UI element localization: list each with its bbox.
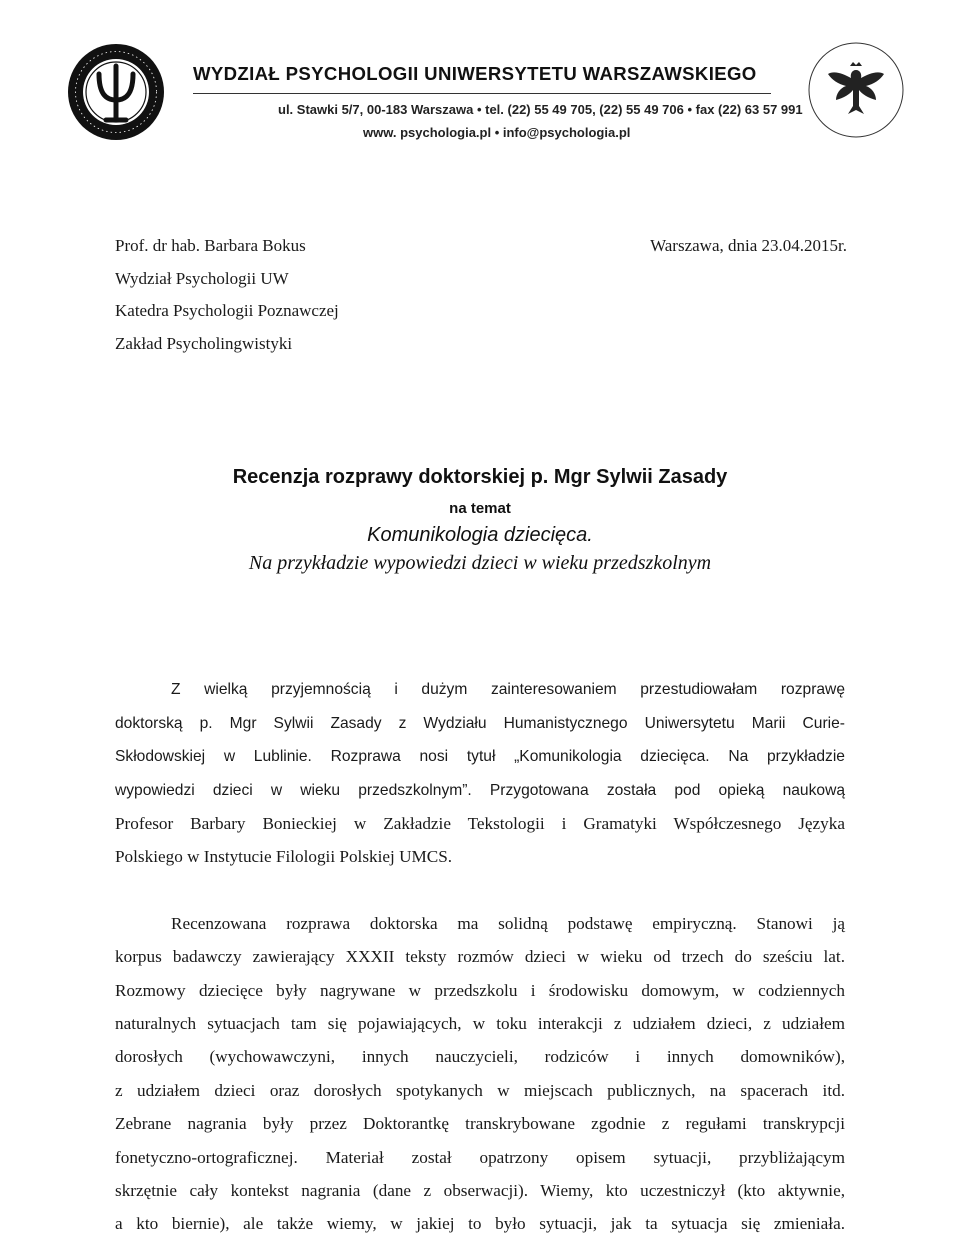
body-line: doktorską p. Mgr Sylwii Zasady z Wydziału Humanistycznego Uniwersytetu Marii Curie-: [115, 715, 845, 732]
body-line: Skłodowskiej w Lublinie. Rozprawa nosi tytuł „Komunikologia dziecięca. Na przykładzie: [115, 748, 845, 765]
body-line: Rozmowy dziecięce były nagrywane w przedszkolu i środowisku domowym, w codziennych: [115, 981, 845, 1000]
thesis-topic-line1: Komunikologia dziecięca.: [367, 524, 593, 546]
body-line: naturalnych sytuacjach tam się pojawiających, w toku interakcji z udziałem dzieci, z udziałem: [115, 1014, 845, 1033]
faculty-contact: www. psychologia.pl • info@psychologia.pl: [363, 125, 631, 140]
body-line: z udziałem dzieci oraz dorosłych spotykanych w miejscach publicznych, na spacerach itd.: [115, 1081, 845, 1100]
body-line: Polskiego w Instytucie Filologii Polskiej UMCS.: [115, 847, 453, 866]
body-line: Recenzowana rozprawa doktorska ma solidną podstawę empiryczną. Stanowi ją: [171, 914, 845, 933]
review-subtitle: na temat: [449, 500, 511, 517]
sender-unit: Zakład Psycholingwistyki: [115, 333, 293, 353]
body-line: Zebrane nagrania były przez Doktorantkę transkrybowane zgodnie z regułami transkrypcji: [115, 1114, 845, 1133]
sender-department: Katedra Psychologii Poznawczej: [115, 301, 339, 320]
sender-name: Prof. dr hab. Barbara Bokus: [115, 236, 306, 255]
place-date: Warszawa, dnia 23.04.2015r.: [650, 236, 847, 255]
university-eagle-logo: [806, 40, 906, 140]
sender-faculty: Wydział Psychologii UW: [115, 268, 289, 288]
body-line: wypowiedzi dzieci w wieku przedszkolnym”. Przygotowana została pod opieką naukową: [115, 782, 845, 799]
letterhead-rule: [193, 93, 771, 94]
sender-block: [115, 230, 339, 360]
body-line: fonetyczno-ortograficznej. Materiał został opatrzony opisem sytuacji, przybliżającym: [115, 1148, 845, 1167]
body-line: skrzętnie cały kontekst nagrania (dane z obserwacji). Wiemy, kto uczestniczył (kto aktywnie,: [115, 1181, 845, 1200]
faculty-psi-logo: [66, 42, 166, 142]
body-line: Profesor Barbary Bonieckiej w Zakładzie Tekstologii i Gramatyki Współczesnego Języka: [115, 814, 845, 833]
body-line: dorosłych (wychowawczyni, innych nauczycieli, rodziców i innych domowników),: [115, 1047, 845, 1066]
body-line: a kto biernie), ale także wiemy, w jakiej to było sytuacji, jak ta sytuacja się zmieniała.: [115, 1214, 845, 1233]
thesis-topic-line2: Na przykładzie wypowiedzi dzieci w wieku przedszkolnym: [248, 552, 712, 574]
body-line: korpus badawczy zawierający XXXII teksty rozmów dzieci w wieku od trzech do sześciu lat.: [115, 947, 845, 966]
review-title: Recenzja rozprawy doktorskiej p. Mgr Sylwii Zasady: [232, 466, 728, 488]
faculty-address: ul. Stawki 5/7, 00-183 Warszawa • tel. (22) 55 49 705, (22) 55 49 706 • fax (22) 63 57 991: [278, 102, 803, 117]
letterhead: [0, 0, 960, 178]
body-line: Z wielką przyjemnością i dużym zainteresowaniem przestudiowałam rozprawę: [171, 681, 845, 698]
faculty-name: WYDZIAŁ PSYCHOLOGII UNIWERSYTETU WARSZAWSKIEGO: [193, 63, 757, 84]
